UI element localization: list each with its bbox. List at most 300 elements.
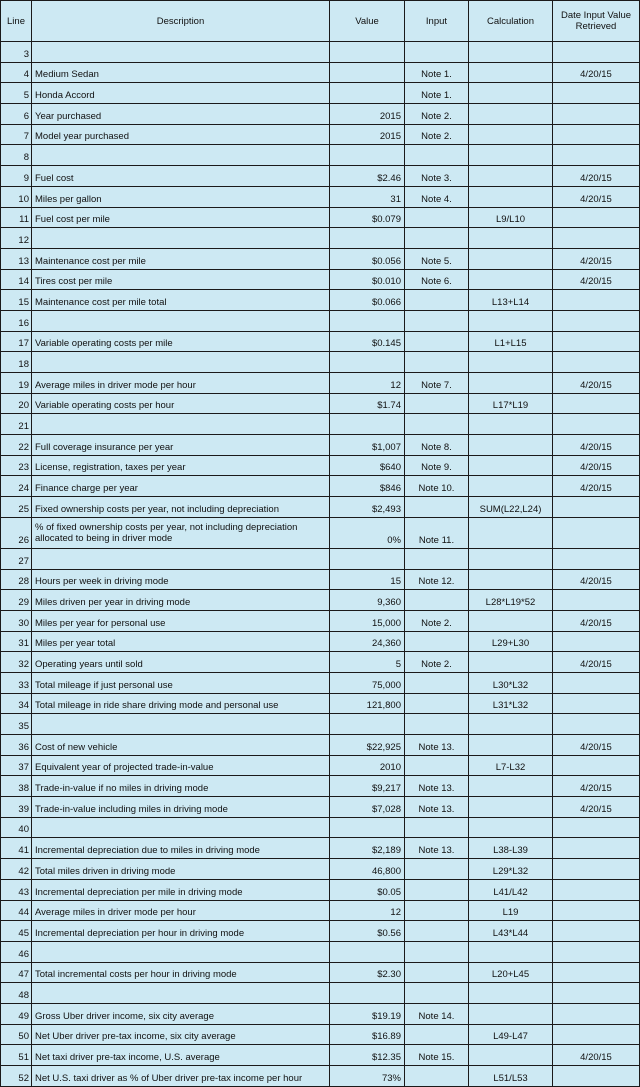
line-number-cell[interactable]: 39 (0, 797, 31, 817)
calculation-cell[interactable] (468, 1004, 552, 1024)
description-cell[interactable]: Fuel cost per mile (31, 208, 329, 228)
date-retrieved-cell[interactable] (552, 963, 640, 983)
value-cell[interactable]: $0.066 (329, 290, 404, 310)
description-cell[interactable] (31, 145, 329, 165)
description-cell[interactable]: Honda Accord (31, 83, 329, 103)
value-cell[interactable] (329, 352, 404, 372)
description-cell[interactable]: Equivalent year of projected trade-in-value (31, 756, 329, 776)
line-number-cell[interactable]: 11 (0, 208, 31, 228)
calculation-cell[interactable] (468, 104, 552, 124)
value-cell[interactable] (329, 549, 404, 569)
date-retrieved-cell[interactable]: 4/20/15 (552, 270, 640, 290)
date-retrieved-cell[interactable]: 4/20/15 (552, 166, 640, 186)
line-number-cell[interactable]: 14 (0, 270, 31, 290)
value-cell[interactable]: $22,925 (329, 735, 404, 755)
calculation-cell[interactable]: L29*L32 (468, 859, 552, 879)
description-cell[interactable] (31, 714, 329, 734)
line-number-cell[interactable]: 37 (0, 756, 31, 776)
calculation-cell[interactable]: L41/L42 (468, 880, 552, 900)
input-cell[interactable] (404, 394, 468, 414)
line-number-cell[interactable]: 25 (0, 497, 31, 517)
value-cell[interactable] (329, 942, 404, 962)
calculation-cell[interactable] (468, 373, 552, 393)
calculation-cell[interactable] (468, 570, 552, 590)
date-retrieved-cell[interactable] (552, 942, 640, 962)
calculation-cell[interactable]: L29+L30 (468, 632, 552, 652)
description-cell[interactable]: Incremental depreciation per mile in driving mode (31, 880, 329, 900)
value-cell[interactable] (329, 42, 404, 62)
description-cell[interactable]: % of fixed ownership costs per year, not including depreciation allocated to being in driver mode (31, 518, 329, 548)
calculation-cell[interactable] (468, 776, 552, 796)
description-cell[interactable]: License, registration, taxes per year (31, 456, 329, 476)
date-retrieved-cell[interactable] (552, 694, 640, 714)
input-cell[interactable] (404, 632, 468, 652)
calculation-cell[interactable] (468, 983, 552, 1003)
date-retrieved-cell[interactable] (552, 901, 640, 921)
input-cell[interactable] (404, 901, 468, 921)
calculation-cell[interactable]: L1+L15 (468, 332, 552, 352)
date-retrieved-cell[interactable]: 4/20/15 (552, 1045, 640, 1065)
line-number-cell[interactable]: 18 (0, 352, 31, 372)
calculation-cell[interactable] (468, 518, 552, 548)
description-cell[interactable]: Trade-in-value including miles in driving mode (31, 797, 329, 817)
line-number-cell[interactable]: 7 (0, 125, 31, 145)
calculation-cell[interactable]: L49-L47 (468, 1025, 552, 1045)
line-number-cell[interactable]: 12 (0, 228, 31, 248)
input-cell[interactable] (404, 414, 468, 434)
value-cell[interactable]: $2.30 (329, 963, 404, 983)
line-number-cell[interactable]: 40 (0, 818, 31, 838)
date-retrieved-cell[interactable]: 4/20/15 (552, 476, 640, 496)
header-value[interactable]: Value (329, 1, 404, 41)
value-cell[interactable]: $0.05 (329, 880, 404, 900)
date-retrieved-cell[interactable] (552, 818, 640, 838)
value-cell[interactable] (329, 818, 404, 838)
calculation-cell[interactable]: L30*L32 (468, 673, 552, 693)
line-number-cell[interactable]: 33 (0, 673, 31, 693)
calculation-cell[interactable] (468, 435, 552, 455)
description-cell[interactable]: Total mileage if just personal use (31, 673, 329, 693)
date-retrieved-cell[interactable]: 4/20/15 (552, 797, 640, 817)
input-cell[interactable]: Note 13. (404, 735, 468, 755)
value-cell[interactable]: 31 (329, 187, 404, 207)
description-cell[interactable]: Full coverage insurance per year (31, 435, 329, 455)
date-retrieved-cell[interactable] (552, 1066, 640, 1086)
value-cell[interactable]: 2015 (329, 104, 404, 124)
date-retrieved-cell[interactable] (552, 632, 640, 652)
date-retrieved-cell[interactable] (552, 838, 640, 858)
description-cell[interactable]: Operating years until sold (31, 652, 329, 672)
description-cell[interactable]: Total mileage in ride share driving mode and personal use (31, 694, 329, 714)
input-cell[interactable]: Note 1. (404, 63, 468, 83)
input-cell[interactable]: Note 4. (404, 187, 468, 207)
line-number-cell[interactable]: 28 (0, 570, 31, 590)
input-cell[interactable] (404, 694, 468, 714)
date-retrieved-cell[interactable] (552, 921, 640, 941)
description-cell[interactable]: Average miles in driver mode per hour (31, 901, 329, 921)
input-cell[interactable] (404, 228, 468, 248)
value-cell[interactable] (329, 145, 404, 165)
input-cell[interactable]: Note 2. (404, 125, 468, 145)
description-cell[interactable]: Year purchased (31, 104, 329, 124)
date-retrieved-cell[interactable]: 4/20/15 (552, 249, 640, 269)
input-cell[interactable]: Note 2. (404, 652, 468, 672)
value-cell[interactable]: 12 (329, 901, 404, 921)
description-cell[interactable]: Miles per gallon (31, 187, 329, 207)
description-cell[interactable]: Fuel cost (31, 166, 329, 186)
date-retrieved-cell[interactable]: 4/20/15 (552, 456, 640, 476)
value-cell[interactable]: 12 (329, 373, 404, 393)
line-number-cell[interactable]: 32 (0, 652, 31, 672)
line-number-cell[interactable]: 26 (0, 518, 31, 548)
input-cell[interactable] (404, 497, 468, 517)
input-cell[interactable] (404, 963, 468, 983)
calculation-cell[interactable] (468, 228, 552, 248)
line-number-cell[interactable]: 16 (0, 311, 31, 331)
date-retrieved-cell[interactable] (552, 518, 640, 548)
description-cell[interactable]: Hours per week in driving mode (31, 570, 329, 590)
calculation-cell[interactable] (468, 83, 552, 103)
line-number-cell[interactable]: 51 (0, 1045, 31, 1065)
calculation-cell[interactable] (468, 63, 552, 83)
calculation-cell[interactable] (468, 145, 552, 165)
calculation-cell[interactable]: L31*L32 (468, 694, 552, 714)
line-number-cell[interactable]: 47 (0, 963, 31, 983)
date-retrieved-cell[interactable] (552, 673, 640, 693)
input-cell[interactable] (404, 42, 468, 62)
description-cell[interactable] (31, 228, 329, 248)
calculation-cell[interactable] (468, 652, 552, 672)
date-retrieved-cell[interactable] (552, 414, 640, 434)
input-cell[interactable] (404, 145, 468, 165)
input-cell[interactable]: Note 5. (404, 249, 468, 269)
description-cell[interactable]: Fixed ownership costs per year, not including depreciation (31, 497, 329, 517)
line-number-cell[interactable]: 44 (0, 901, 31, 921)
value-cell[interactable]: $0.145 (329, 332, 404, 352)
description-cell[interactable]: Incremental depreciation per hour in driving mode (31, 921, 329, 941)
calculation-cell[interactable]: L9/L10 (468, 208, 552, 228)
input-cell[interactable] (404, 714, 468, 734)
date-retrieved-cell[interactable]: 4/20/15 (552, 435, 640, 455)
date-retrieved-cell[interactable] (552, 104, 640, 124)
line-number-cell[interactable]: 20 (0, 394, 31, 414)
calculation-cell[interactable] (468, 166, 552, 186)
date-retrieved-cell[interactable] (552, 125, 640, 145)
value-cell[interactable]: $0.056 (329, 249, 404, 269)
input-cell[interactable]: Note 6. (404, 270, 468, 290)
value-cell[interactable]: $0.079 (329, 208, 404, 228)
calculation-cell[interactable] (468, 797, 552, 817)
date-retrieved-cell[interactable]: 4/20/15 (552, 652, 640, 672)
input-cell[interactable]: Note 2. (404, 611, 468, 631)
date-retrieved-cell[interactable] (552, 859, 640, 879)
date-retrieved-cell[interactable] (552, 332, 640, 352)
line-number-cell[interactable]: 42 (0, 859, 31, 879)
input-cell[interactable] (404, 880, 468, 900)
input-cell[interactable] (404, 311, 468, 331)
description-cell[interactable] (31, 42, 329, 62)
description-cell[interactable]: Tires cost per mile (31, 270, 329, 290)
value-cell[interactable]: 2010 (329, 756, 404, 776)
date-retrieved-cell[interactable] (552, 714, 640, 734)
line-number-cell[interactable]: 30 (0, 611, 31, 631)
input-cell[interactable] (404, 549, 468, 569)
value-cell[interactable]: $0.010 (329, 270, 404, 290)
value-cell[interactable]: 15,000 (329, 611, 404, 631)
value-cell[interactable] (329, 983, 404, 1003)
description-cell[interactable]: Miles per year for personal use (31, 611, 329, 631)
description-cell[interactable]: Net Uber driver pre-tax income, six city average (31, 1025, 329, 1045)
input-cell[interactable] (404, 756, 468, 776)
description-cell[interactable] (31, 549, 329, 569)
line-number-cell[interactable]: 41 (0, 838, 31, 858)
input-cell[interactable] (404, 208, 468, 228)
description-cell[interactable]: Net taxi driver pre-tax income, U.S. average (31, 1045, 329, 1065)
description-cell[interactable] (31, 311, 329, 331)
value-cell[interactable] (329, 83, 404, 103)
date-retrieved-cell[interactable]: 4/20/15 (552, 63, 640, 83)
date-retrieved-cell[interactable] (552, 880, 640, 900)
description-cell[interactable] (31, 352, 329, 372)
description-cell[interactable]: Model year purchased (31, 125, 329, 145)
value-cell[interactable] (329, 228, 404, 248)
value-cell[interactable]: $9,217 (329, 776, 404, 796)
date-retrieved-cell[interactable] (552, 497, 640, 517)
input-cell[interactable]: Note 14. (404, 1004, 468, 1024)
input-cell[interactable]: Note 13. (404, 838, 468, 858)
calculation-cell[interactable] (468, 187, 552, 207)
description-cell[interactable]: Total incremental costs per hour in driving mode (31, 963, 329, 983)
date-retrieved-cell[interactable] (552, 145, 640, 165)
value-cell[interactable]: $16.89 (329, 1025, 404, 1045)
value-cell[interactable]: 15 (329, 570, 404, 590)
description-cell[interactable]: Miles per year total (31, 632, 329, 652)
description-cell[interactable] (31, 983, 329, 1003)
calculation-cell[interactable] (468, 942, 552, 962)
calculation-cell[interactable] (468, 414, 552, 434)
description-cell[interactable] (31, 414, 329, 434)
line-number-cell[interactable]: 19 (0, 373, 31, 393)
date-retrieved-cell[interactable] (552, 983, 640, 1003)
value-cell[interactable]: 46,800 (329, 859, 404, 879)
calculation-cell[interactable] (468, 611, 552, 631)
calculation-cell[interactable]: L43*L44 (468, 921, 552, 941)
input-cell[interactable] (404, 590, 468, 610)
date-retrieved-cell[interactable] (552, 590, 640, 610)
calculation-cell[interactable]: L17*L19 (468, 394, 552, 414)
date-retrieved-cell[interactable] (552, 549, 640, 569)
line-number-cell[interactable]: 27 (0, 549, 31, 569)
date-retrieved-cell[interactable] (552, 42, 640, 62)
value-cell[interactable]: $1.74 (329, 394, 404, 414)
value-cell[interactable] (329, 311, 404, 331)
description-cell[interactable]: Medium Sedan (31, 63, 329, 83)
calculation-cell[interactable] (468, 714, 552, 734)
line-number-cell[interactable]: 49 (0, 1004, 31, 1024)
header-input[interactable]: Input (404, 1, 468, 41)
line-number-cell[interactable]: 31 (0, 632, 31, 652)
calculation-cell[interactable]: L19 (468, 901, 552, 921)
input-cell[interactable]: Note 9. (404, 456, 468, 476)
header-line[interactable]: Line (0, 1, 31, 41)
line-number-cell[interactable]: 8 (0, 145, 31, 165)
calculation-cell[interactable]: L13+L14 (468, 290, 552, 310)
line-number-cell[interactable]: 36 (0, 735, 31, 755)
header-calculation[interactable]: Calculation (468, 1, 552, 41)
description-cell[interactable]: Total miles driven in driving mode (31, 859, 329, 879)
date-retrieved-cell[interactable] (552, 1025, 640, 1045)
description-cell[interactable]: Cost of new vehicle (31, 735, 329, 755)
date-retrieved-cell[interactable] (552, 394, 640, 414)
line-number-cell[interactable]: 21 (0, 414, 31, 434)
date-retrieved-cell[interactable]: 4/20/15 (552, 735, 640, 755)
input-cell[interactable]: Note 3. (404, 166, 468, 186)
date-retrieved-cell[interactable] (552, 83, 640, 103)
value-cell[interactable]: $846 (329, 476, 404, 496)
value-cell[interactable] (329, 714, 404, 734)
input-cell[interactable]: Note 11. (404, 518, 468, 548)
input-cell[interactable] (404, 859, 468, 879)
input-cell[interactable] (404, 1025, 468, 1045)
date-retrieved-cell[interactable]: 4/20/15 (552, 187, 640, 207)
line-number-cell[interactable]: 23 (0, 456, 31, 476)
description-cell[interactable]: Variable operating costs per hour (31, 394, 329, 414)
calculation-cell[interactable] (468, 1045, 552, 1065)
value-cell[interactable]: 75,000 (329, 673, 404, 693)
date-retrieved-cell[interactable]: 4/20/15 (552, 611, 640, 631)
line-number-cell[interactable]: 4 (0, 63, 31, 83)
calculation-cell[interactable] (468, 249, 552, 269)
input-cell[interactable] (404, 673, 468, 693)
input-cell[interactable] (404, 818, 468, 838)
date-retrieved-cell[interactable] (552, 1004, 640, 1024)
calculation-cell[interactable] (468, 125, 552, 145)
description-cell[interactable]: Finance charge per year (31, 476, 329, 496)
value-cell[interactable]: 5 (329, 652, 404, 672)
line-number-cell[interactable]: 3 (0, 42, 31, 62)
input-cell[interactable]: Note 12. (404, 570, 468, 590)
date-retrieved-cell[interactable]: 4/20/15 (552, 373, 640, 393)
line-number-cell[interactable]: 34 (0, 694, 31, 714)
description-cell[interactable]: Net U.S. taxi driver as % of Uber driver pre-tax income per hour (31, 1066, 329, 1086)
line-number-cell[interactable]: 15 (0, 290, 31, 310)
value-cell[interactable]: 0% (329, 518, 404, 548)
line-number-cell[interactable]: 50 (0, 1025, 31, 1045)
description-cell[interactable]: Average miles in driver mode per hour (31, 373, 329, 393)
value-cell[interactable]: $19.19 (329, 1004, 404, 1024)
calculation-cell[interactable] (468, 311, 552, 331)
value-cell[interactable]: 73% (329, 1066, 404, 1086)
input-cell[interactable]: Note 13. (404, 776, 468, 796)
input-cell[interactable]: Note 2. (404, 104, 468, 124)
date-retrieved-cell[interactable] (552, 311, 640, 331)
value-cell[interactable]: $7,028 (329, 797, 404, 817)
calculation-cell[interactable]: L28*L19*52 (468, 590, 552, 610)
line-number-cell[interactable]: 9 (0, 166, 31, 186)
calculation-cell[interactable] (468, 476, 552, 496)
input-cell[interactable] (404, 352, 468, 372)
calculation-cell[interactable]: L51/L53 (468, 1066, 552, 1086)
input-cell[interactable] (404, 1066, 468, 1086)
value-cell[interactable] (329, 63, 404, 83)
value-cell[interactable] (329, 414, 404, 434)
date-retrieved-cell[interactable]: 4/20/15 (552, 570, 640, 590)
input-cell[interactable]: Note 1. (404, 83, 468, 103)
line-number-cell[interactable]: 46 (0, 942, 31, 962)
value-cell[interactable]: $1,007 (329, 435, 404, 455)
description-cell[interactable] (31, 942, 329, 962)
calculation-cell[interactable]: L38-L39 (468, 838, 552, 858)
line-number-cell[interactable]: 17 (0, 332, 31, 352)
line-number-cell[interactable]: 48 (0, 983, 31, 1003)
input-cell[interactable]: Note 15. (404, 1045, 468, 1065)
header-date-retrieved[interactable]: Date Input Value Retrieved (552, 1, 640, 41)
value-cell[interactable]: 24,360 (329, 632, 404, 652)
description-cell[interactable]: Maintenance cost per mile total (31, 290, 329, 310)
value-cell[interactable]: 2015 (329, 125, 404, 145)
input-cell[interactable]: Note 13. (404, 797, 468, 817)
calculation-cell[interactable]: SUM(L22,L24) (468, 497, 552, 517)
line-number-cell[interactable]: 22 (0, 435, 31, 455)
date-retrieved-cell[interactable] (552, 228, 640, 248)
description-cell[interactable]: Miles driven per year in driving mode (31, 590, 329, 610)
calculation-cell[interactable] (468, 549, 552, 569)
line-number-cell[interactable]: 35 (0, 714, 31, 734)
line-number-cell[interactable]: 13 (0, 249, 31, 269)
input-cell[interactable] (404, 332, 468, 352)
input-cell[interactable] (404, 921, 468, 941)
value-cell[interactable]: 9,360 (329, 590, 404, 610)
input-cell[interactable]: Note 8. (404, 435, 468, 455)
input-cell[interactable] (404, 290, 468, 310)
input-cell[interactable]: Note 10. (404, 476, 468, 496)
line-number-cell[interactable]: 38 (0, 776, 31, 796)
value-cell[interactable]: $2.46 (329, 166, 404, 186)
input-cell[interactable] (404, 983, 468, 1003)
date-retrieved-cell[interactable] (552, 756, 640, 776)
date-retrieved-cell[interactable] (552, 352, 640, 372)
line-number-cell[interactable]: 29 (0, 590, 31, 610)
calculation-cell[interactable] (468, 818, 552, 838)
input-cell[interactable]: Note 7. (404, 373, 468, 393)
line-number-cell[interactable]: 24 (0, 476, 31, 496)
calculation-cell[interactable] (468, 270, 552, 290)
calculation-cell[interactable] (468, 352, 552, 372)
value-cell[interactable]: $2,189 (329, 838, 404, 858)
value-cell[interactable]: 121,800 (329, 694, 404, 714)
calculation-cell[interactable] (468, 456, 552, 476)
description-cell[interactable]: Maintenance cost per mile (31, 249, 329, 269)
value-cell[interactable]: $640 (329, 456, 404, 476)
line-number-cell[interactable]: 43 (0, 880, 31, 900)
line-number-cell[interactable]: 45 (0, 921, 31, 941)
line-number-cell[interactable]: 52 (0, 1066, 31, 1086)
description-cell[interactable] (31, 818, 329, 838)
line-number-cell[interactable]: 10 (0, 187, 31, 207)
input-cell[interactable] (404, 942, 468, 962)
calculation-cell[interactable] (468, 42, 552, 62)
value-cell[interactable]: $0.56 (329, 921, 404, 941)
description-cell[interactable]: Trade-in-value if no miles in driving mode (31, 776, 329, 796)
calculation-cell[interactable]: L7-L32 (468, 756, 552, 776)
description-cell[interactable]: Incremental depreciation due to miles in driving mode (31, 838, 329, 858)
calculation-cell[interactable]: L20+L45 (468, 963, 552, 983)
description-cell[interactable]: Gross Uber driver income, six city average (31, 1004, 329, 1024)
calculation-cell[interactable] (468, 735, 552, 755)
line-number-cell[interactable]: 6 (0, 104, 31, 124)
line-number-cell[interactable]: 5 (0, 83, 31, 103)
value-cell[interactable]: $2,493 (329, 497, 404, 517)
